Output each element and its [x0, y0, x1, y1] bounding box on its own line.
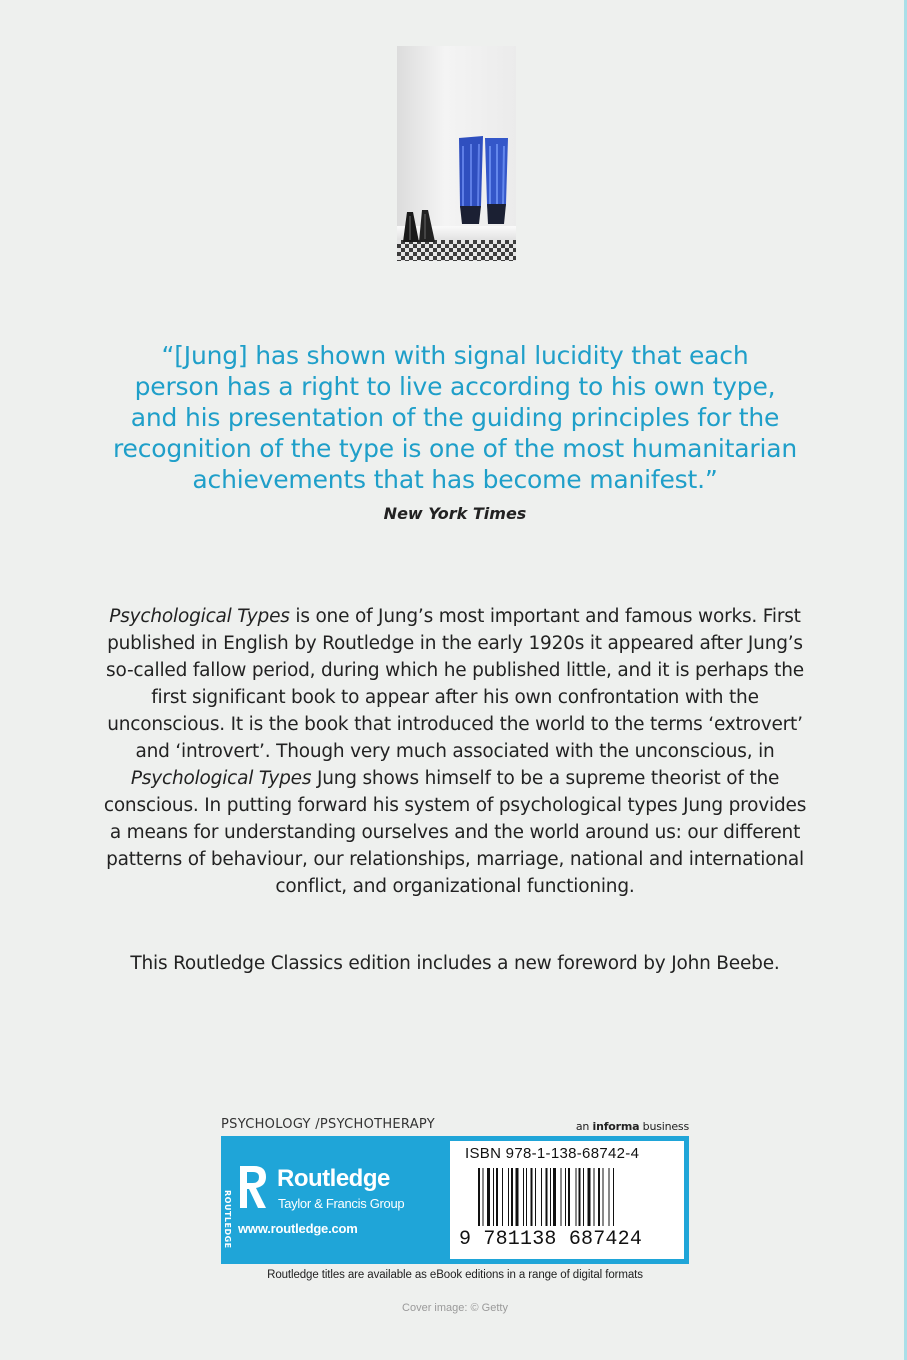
informa-prefix: an [575, 1120, 593, 1133]
publisher-url: www.routledge.com [238, 1221, 358, 1236]
ebook-note: Routledge titles are available as eBook editions in a range of digital formats [267, 1269, 643, 1281]
edition-note: This Routledge Classics edition includes a new foreword by John Beebe. [130, 953, 780, 974]
cover-image-credit: Cover image: © Getty [402, 1302, 508, 1314]
blue-flipper-left [459, 136, 483, 224]
quote-line: achievements that has become manifest.” [192, 465, 718, 494]
barcode-icon [478, 1168, 654, 1226]
quote-line: recognition of the type is one of the most humanitarian [113, 434, 797, 463]
informa-suffix: business [639, 1120, 689, 1133]
description-text: Jung shows himself to be a supreme theorist of the conscious. In putting forward his system of psychological types Jung provides a means for understanding ourselves and the world around us: our different patterns of behaviour, our relationships, marriage, national and international conflict, and organizational functioning. [103, 768, 807, 897]
black-heels [403, 210, 435, 242]
ean-digits: 9 781138 687424 [459, 1228, 643, 1251]
publisher-name: Routledge [277, 1165, 390, 1192]
informa-brand: informa [592, 1120, 640, 1133]
logo-vertical-text: ROUTLEDGE [223, 1190, 232, 1249]
description-text: is one of Jung’s most important and famous works. First published in English by Routledge in the early 1920s it appeared after Jung’s so-called fallow period, during which he published little, and it is perhaps the first significant book to appear after his own confrontation with the unconscious. It is the book that introduced the world to the terms ‘extrovert’ and ‘introvert’. Though very much associated with the unconscious, in [106, 606, 804, 762]
blue-flipper-right [485, 138, 508, 224]
quote-line: “[Jung] has shown with signal lucidity that each [161, 341, 749, 370]
book-title-italic: Psychological Types [130, 768, 312, 789]
publisher-group: Taylor & Francis Group [278, 1196, 405, 1211]
quote-line: person has a right to live according to his own type, [134, 372, 776, 401]
quote-source: New York Times [383, 504, 527, 523]
flippers-and-heels-illustration [397, 46, 516, 261]
review-quote [90, 340, 820, 495]
cover-photo [397, 46, 516, 261]
book-description [100, 603, 810, 900]
subject-category: PSYCHOLOGY /PSYCHOTHERAPY [221, 1117, 436, 1132]
isbn-number: ISBN 978-1-138-68742-4 [465, 1145, 640, 1162]
quote-line: and his presentation of the guiding principles for the [130, 403, 780, 432]
book-title-italic: Psychological Types [109, 606, 290, 627]
informa-tagline [540, 1120, 689, 1133]
routledge-logo-icon [236, 1162, 270, 1212]
